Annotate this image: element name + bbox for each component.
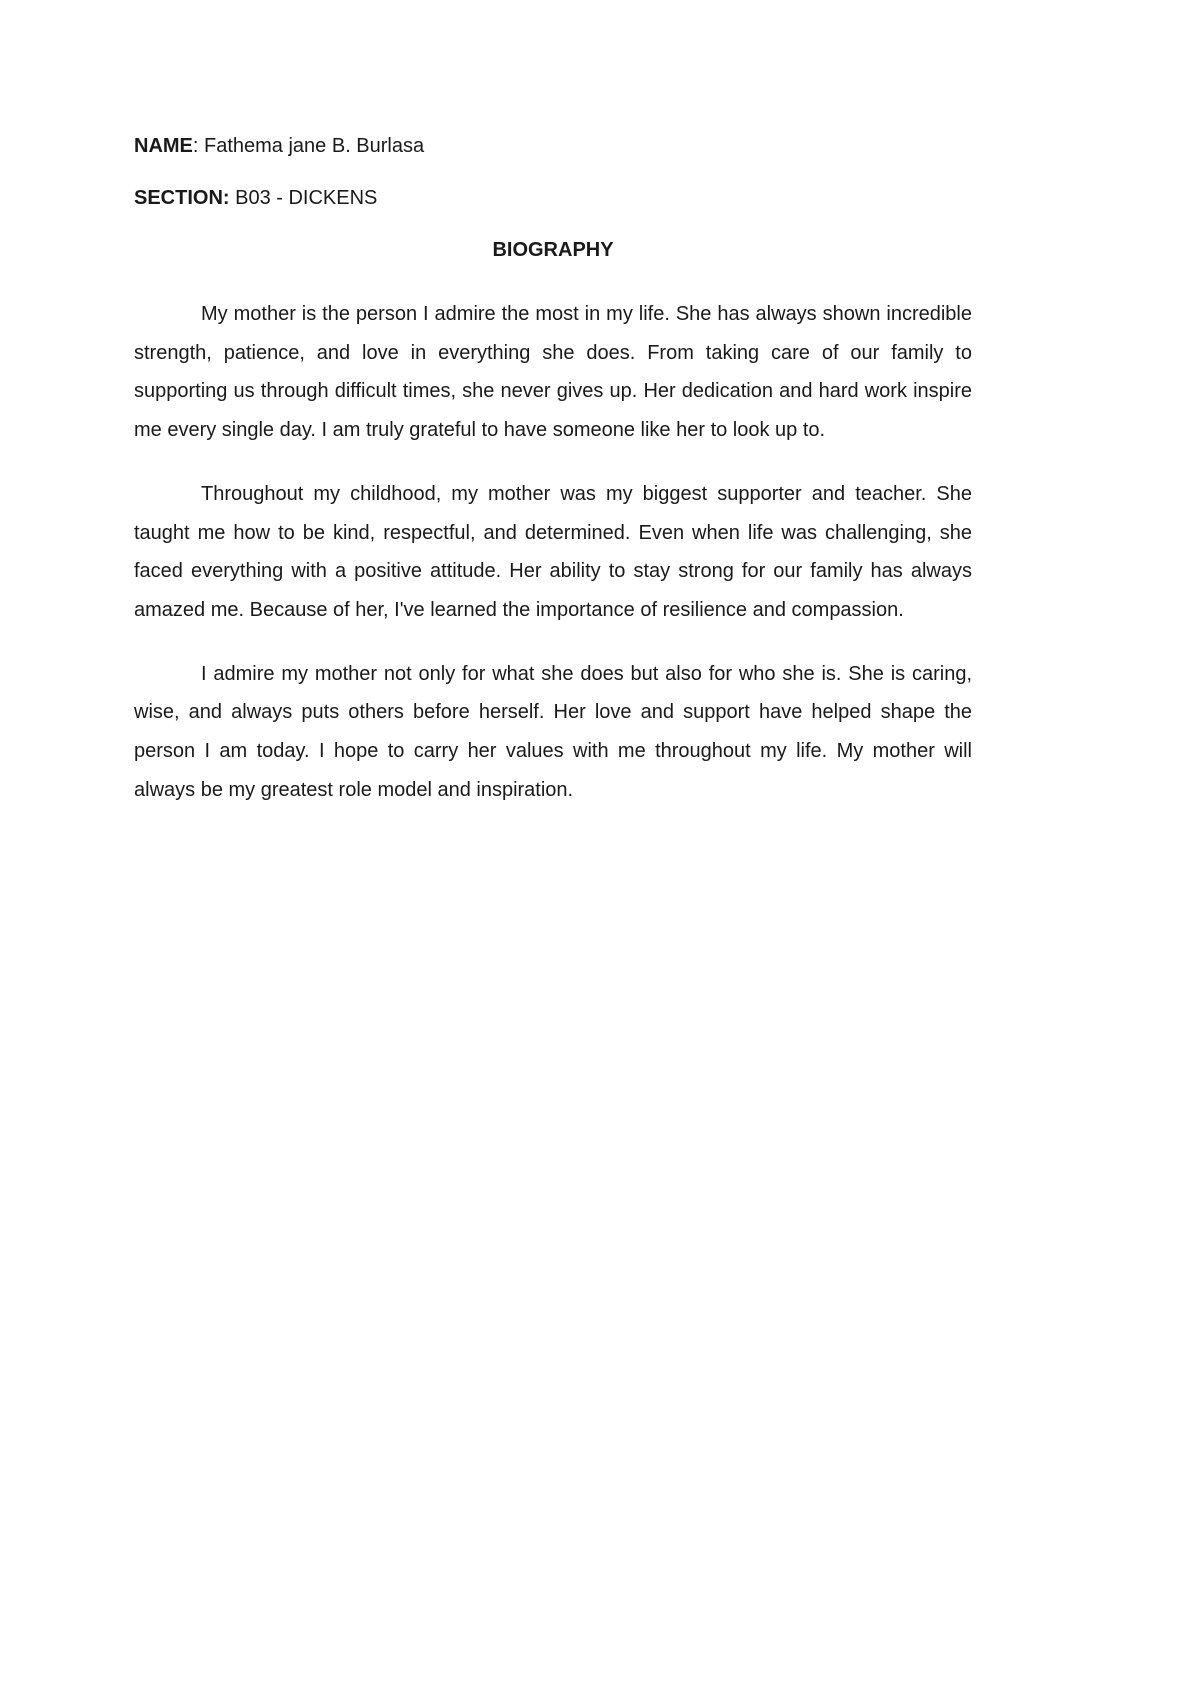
paragraph-1: My mother is the person I admire the most in my life. She has always shown incredible strength, patience, and love in everything she does. From taking care of our family to supporting us through difficult times, she never gives up. Her dedication and hard work inspire me every single day. I am truly grateful to have someone like her to look up to. bbox=[134, 303, 972, 442]
section-label: SECTION: bbox=[134, 187, 230, 209]
document-content bbox=[134, 131, 972, 809]
name-value: : Fathema jane B. Burlasa bbox=[192, 135, 425, 157]
name-label: NAME bbox=[134, 135, 193, 157]
section-value: B03 - DICKENS bbox=[229, 187, 378, 209]
section-line bbox=[134, 183, 972, 213]
name-line bbox=[134, 131, 972, 161]
paragraph-3: I admire my mother not only for what she does but also for who she is. She is caring, wise, and always puts others before herself. Her love and support have helped shape the person I am today. I hope to carry her values with me throughout my life. My mother will always be my greatest role model and inspiration. bbox=[134, 662, 972, 801]
paragraph-2: Throughout my childhood, my mother was my biggest supporter and teacher. She taught me how to be kind, respectful, and determined. Even when life was challenging, she faced everything with a positive attitude. Her ability to stay strong for our family has always amazed me. Because of her, I've learned the importance of resilience and compassion. bbox=[134, 482, 972, 621]
biography-body bbox=[134, 295, 972, 809]
document-title: BIOGRAPHY bbox=[492, 239, 614, 261]
